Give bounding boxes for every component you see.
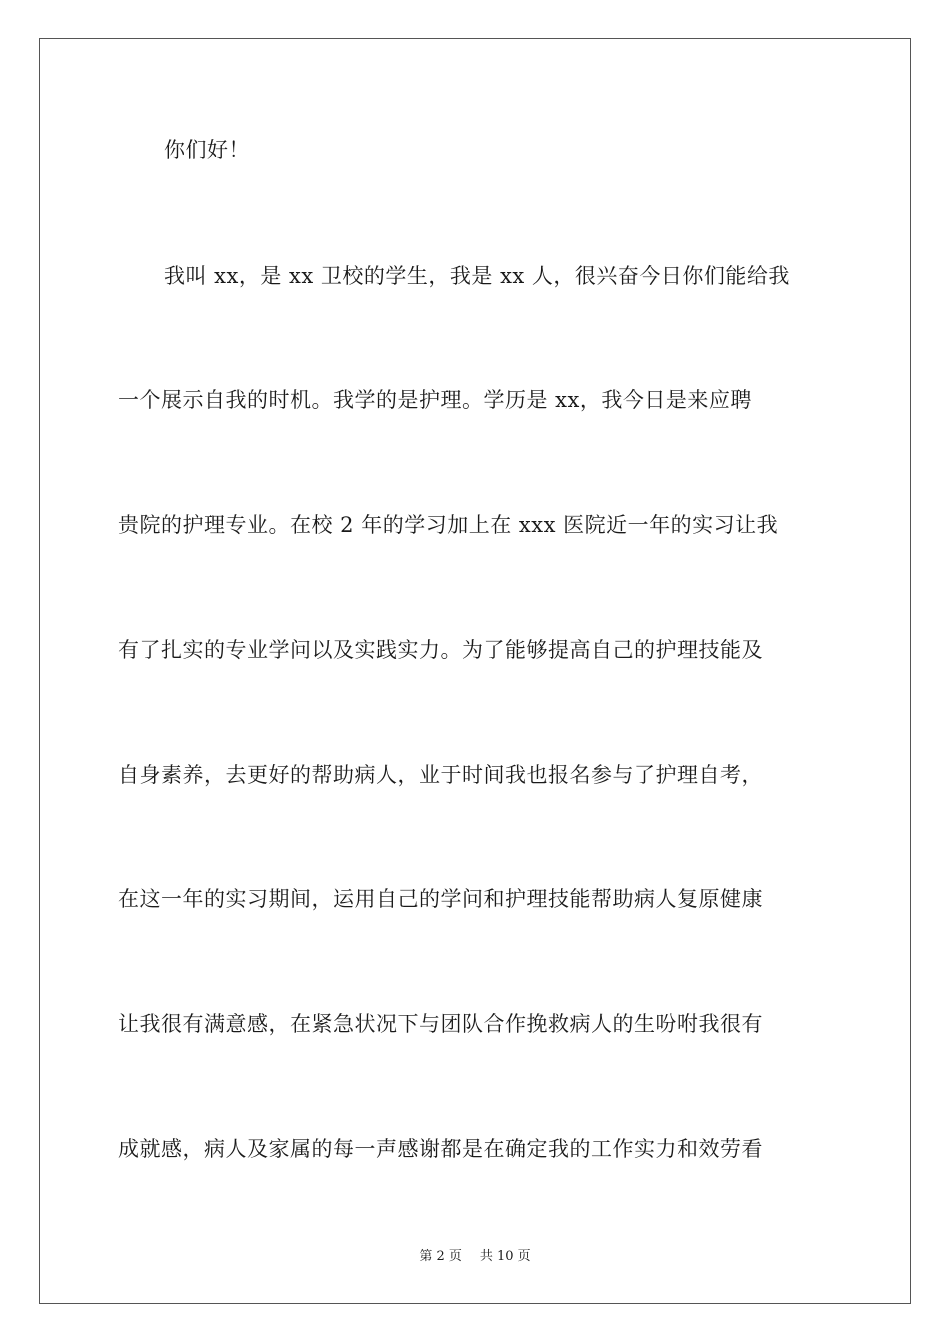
page-number: 第 2 页 [419,1249,462,1264]
paragraph-line-8: 成就感，病人及家属的每一声感谢都是在确定我的工作实力和效劳看 [118,1137,763,1161]
paragraph-line-4: 有了扎实的专业学问以及实践实力。为了能够提高自己的护理技能及 [118,638,763,662]
paragraph-line-2: 一个展示自我的时机。我学的是护理。学历是 xx，我今日是来应聘 [118,388,752,412]
page-border [39,38,911,1304]
page-total: 共 10 页 [479,1249,531,1264]
paragraph-line-5: 自身素养，去更好的帮助病人，业于时间我也报名参与了护理自考， [118,763,763,787]
paragraph-line-1: 我叫 xx，是 xx 卫校的学生，我是 xx 人，很兴奋今日你们能给我 [164,264,790,288]
page-footer [0,1248,950,1266]
paragraph-line-7: 让我很有满意感，在紧急状况下与团队合作挽救病人的生吩咐我很有 [118,1012,763,1036]
greeting-line: 你们好！ [164,138,250,162]
paragraph-line-6: 在这一年的实习期间，运用自己的学问和护理技能帮助病人复原健康 [118,887,763,911]
paragraph-line-3: 贵院的护理专业。在校 2 年的学习加上在 xxx 医院近一年的实习让我 [118,513,779,537]
